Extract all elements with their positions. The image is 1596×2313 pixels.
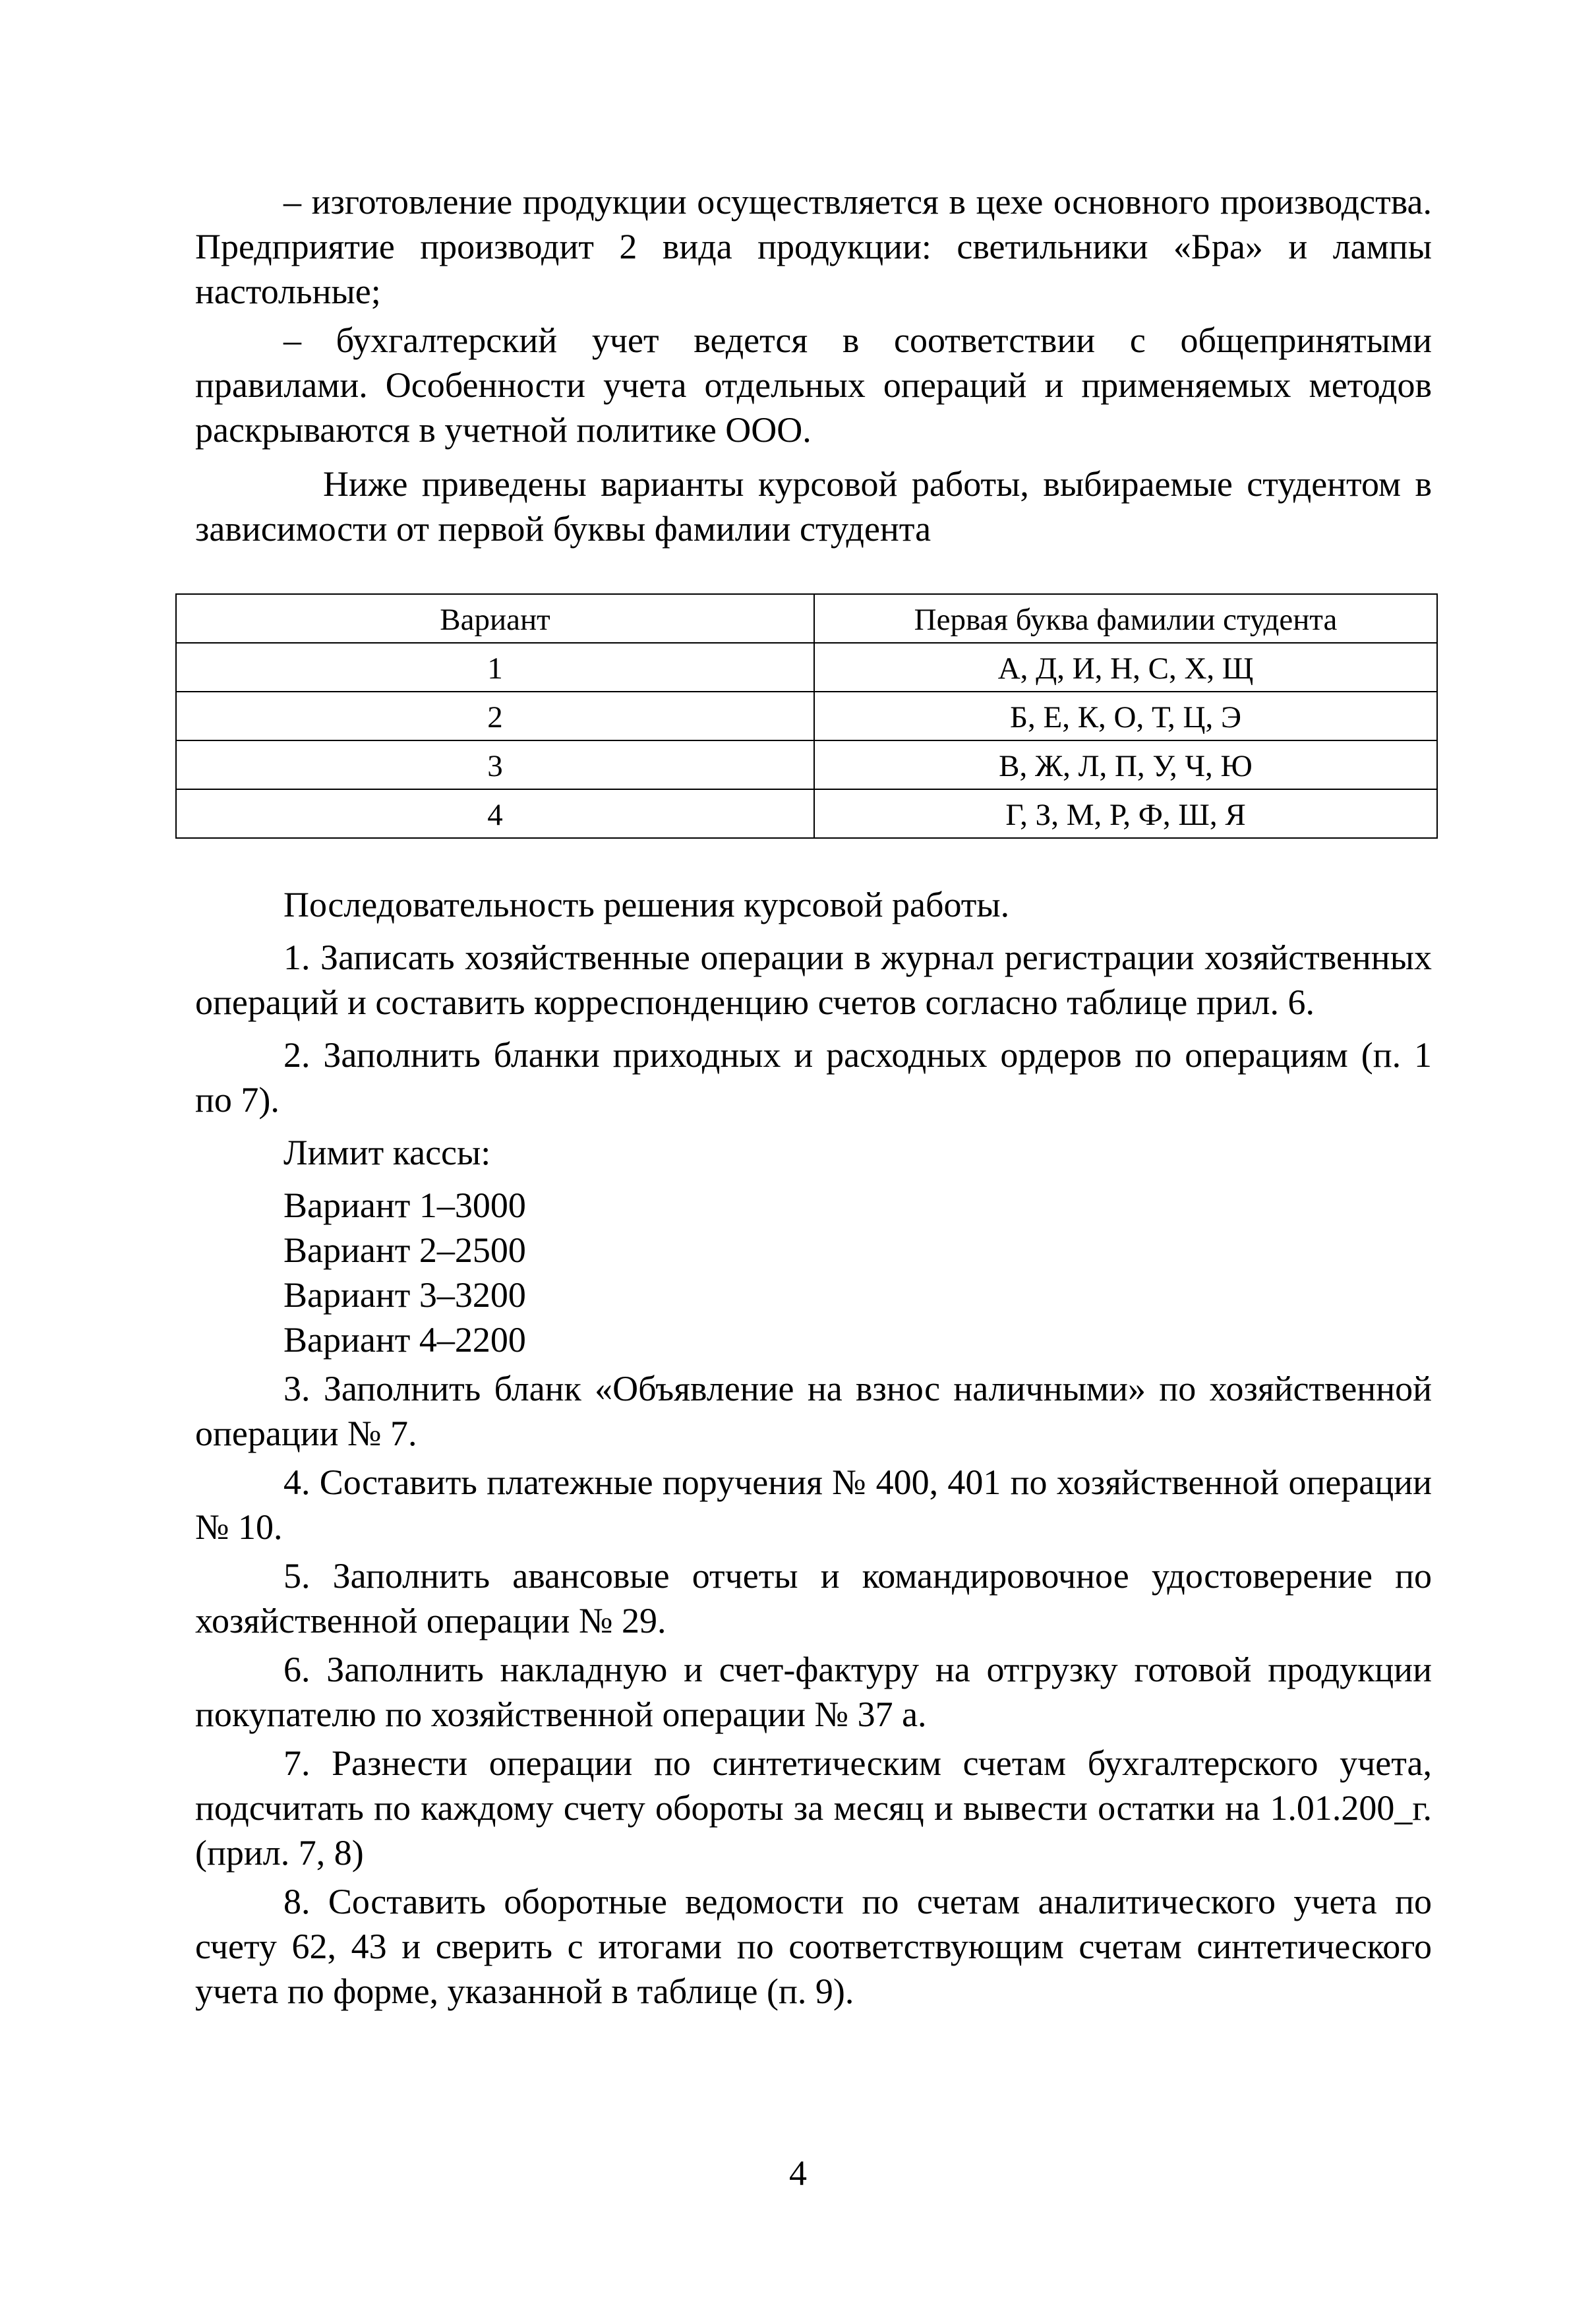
sequence-step-8: 8. Составить оборотные ведомости по счетам аналитического учета по счету 62, 43 и сверить с итогами по соответствующим счетам синтетического учета по форме, указанной в таблице (п. 9). xyxy=(195,1882,1432,2011)
sequence-step-2: 2. Заполнить бланки приходных и расходных ордеров по операциям (п. 1 по 7). xyxy=(195,1035,1432,1120)
column-header-variant: Вариант xyxy=(176,594,814,643)
list-item: Вариант 2–2500 xyxy=(283,1230,526,1270)
page-number: 4 xyxy=(789,2153,807,2193)
list-item: Вариант 3–3200 xyxy=(283,1275,526,1315)
variant-number-cell: 2 xyxy=(176,692,814,740)
sequence-title: Последовательность решения курсовой работы. xyxy=(283,885,1010,924)
list-item: Вариант 4–2200 xyxy=(283,1320,526,1360)
table-row xyxy=(176,692,1437,740)
table-header-row xyxy=(176,594,1437,643)
variant-number-cell: 3 xyxy=(176,740,814,789)
variant-number-cell: 1 xyxy=(176,643,814,692)
table-row xyxy=(176,740,1437,789)
intro-paragraph-production: – изготовление продукции осуществляется в цехе основного производства. Предприятие производит 2 вида продукции: светильники «Бра» и лампы настольные; xyxy=(195,182,1432,311)
letters-cell: Г, З, М, Р, Ф, Ш, Я xyxy=(814,789,1437,838)
list-item: Вариант 1–3000 xyxy=(283,1186,526,1225)
variant-table xyxy=(175,593,1438,839)
column-header-letters: Первая буква фамилии студента xyxy=(814,594,1437,643)
sequence-step-3: 3. Заполнить бланк «Объявление на взнос наличными» по хозяйственной операции № 7. xyxy=(195,1369,1432,1453)
page-body xyxy=(195,179,1432,2014)
variant-number-cell: 4 xyxy=(176,789,814,838)
letters-cell: В, Ж, Л, П, У, Ч, Ю xyxy=(814,740,1437,789)
letters-cell: А, Д, И, Н, С, Х, Щ xyxy=(814,643,1437,692)
sequence-step-4: 4. Составить платежные поручения № 400, 401 по хозяйственной операции № 10. xyxy=(195,1462,1432,1547)
sequence-step-7: 7. Разнести операции по синтетическим счетам бухгалтерского учета, подсчитать по каждому счету обороты за месяц и вывести остатки на 1.01.200_г. (прил. 7, 8) xyxy=(195,1743,1432,1873)
intro-paragraph-variants: Ниже приведены варианты курсовой работы, выбираемые студентом в зависимости от первой буквы фамилии студента xyxy=(195,464,1432,549)
table-row xyxy=(176,789,1437,838)
sequence-step-1: 1. Записать хозяйственные операции в журнал регистрации хозяйственных операций и составить корреспонденцию счетов согласно таблице прил. 6. xyxy=(195,938,1432,1022)
cash-limit-label: Лимит кассы: xyxy=(283,1133,491,1172)
intro-paragraph-accounting: – бухгалтерский учет ведется в соответствии с общепринятыми правилами. Особенности учета отдельных операций и применяемых методов раскрываются в учетной политике ООО. xyxy=(195,320,1432,450)
cash-limit-list xyxy=(195,1183,1432,1362)
table-row xyxy=(176,643,1437,692)
letters-cell: Б, Е, К, О, Т, Ц, Э xyxy=(814,692,1437,740)
sequence-step-5: 5. Заполнить авансовые отчеты и командировочное удостоверение по хозяйственной операции № 29. xyxy=(195,1556,1432,1640)
sequence-step-6: 6. Заполнить накладную и счет-фактуру на отгрузку готовой продукции покупателю по хозяйственной операции № 37 а. xyxy=(195,1650,1432,1734)
